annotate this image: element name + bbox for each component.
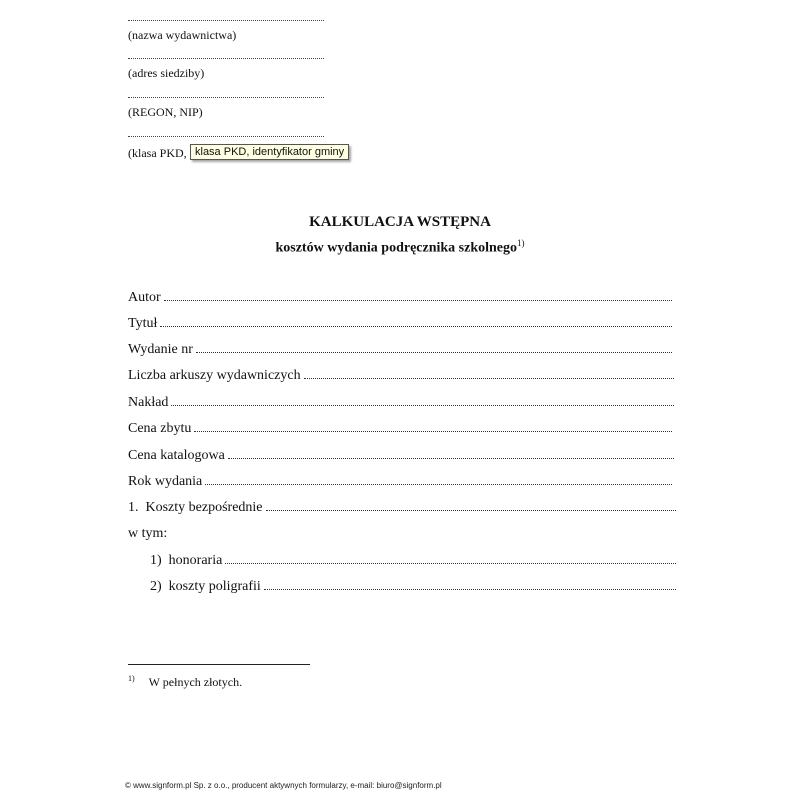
field-sale-price-label: Cena zbytu	[128, 421, 192, 436]
field-edition	[128, 342, 672, 358]
regon-nip-label: (REGON, NIP)	[128, 105, 203, 119]
publisher-address-line[interactable]	[128, 58, 324, 59]
publisher-name-line[interactable]	[128, 20, 324, 21]
field-year	[128, 474, 672, 490]
field-catalog-price	[128, 448, 674, 464]
field-print-run-input[interactable]	[171, 405, 674, 406]
field-catalog-price-input[interactable]	[228, 458, 674, 459]
footnote-divider	[128, 664, 310, 665]
field-direct-costs-label: 1. Koszty bezpośrednie	[128, 500, 263, 515]
publisher-name-label: (nazwa wydawnictwa)	[128, 28, 237, 42]
pkd-class-label: (klasa PKD,	[128, 146, 187, 160]
field-sale-price	[128, 421, 672, 437]
field-print-run-label: Nakład	[128, 395, 169, 410]
field-sale-price-input[interactable]	[194, 431, 672, 432]
field-royalties-input[interactable]	[225, 563, 676, 564]
field-royalties-label: 1) honoraria	[150, 553, 223, 568]
field-title	[128, 316, 672, 332]
field-sheets	[128, 368, 674, 384]
field-author	[128, 290, 672, 306]
pkd-class-line[interactable]	[128, 136, 324, 137]
subtitle-text: kosztów wydania podręcznika szkolnego	[275, 240, 518, 256]
field-royalties	[150, 553, 676, 569]
regon-nip-line[interactable]	[128, 97, 324, 98]
field-printing-costs-input[interactable]	[264, 589, 676, 590]
field-printing-costs-label: 2) koszty poligrafii	[150, 579, 261, 594]
field-year-input[interactable]	[205, 484, 672, 485]
field-author-label: Autor	[128, 290, 161, 305]
subtitle-footnote-ref: 1)	[517, 238, 525, 248]
document-subtitle	[0, 238, 800, 257]
field-year-label: Rok wydania	[128, 474, 203, 489]
field-including-label: w tym:	[128, 526, 168, 541]
field-title-input[interactable]	[160, 326, 672, 327]
field-sheets-label: Liczba arkuszy wydawniczych	[128, 368, 301, 383]
field-direct-costs	[128, 500, 676, 516]
field-title-label: Tytuł	[128, 316, 158, 331]
field-edition-input[interactable]	[196, 352, 672, 353]
field-sheets-input[interactable]	[304, 378, 674, 379]
field-catalog-price-label: Cena katalogowa	[128, 448, 225, 463]
footnote-text: W pełnych złotych.	[148, 675, 243, 689]
pkd-tooltip: klasa PKD, identyfikator gminy	[190, 144, 349, 160]
field-including	[128, 526, 170, 542]
field-author-input[interactable]	[164, 300, 672, 301]
footnote	[128, 674, 242, 690]
field-edition-label: Wydanie nr	[128, 342, 193, 357]
footnote-marker: 1)	[128, 674, 135, 683]
publisher-address-label: (adres siedziby)	[128, 66, 205, 80]
document-title: KALKULACJA WSTĘPNA	[309, 214, 491, 230]
field-printing-costs	[150, 579, 676, 595]
field-direct-costs-input[interactable]	[266, 510, 676, 511]
copyright-line: © www.signform.pl Sp. z o.o., producent aktywnych formularzy, e-mail: biuro@signform.pl	[125, 781, 442, 790]
field-print-run	[128, 395, 674, 411]
